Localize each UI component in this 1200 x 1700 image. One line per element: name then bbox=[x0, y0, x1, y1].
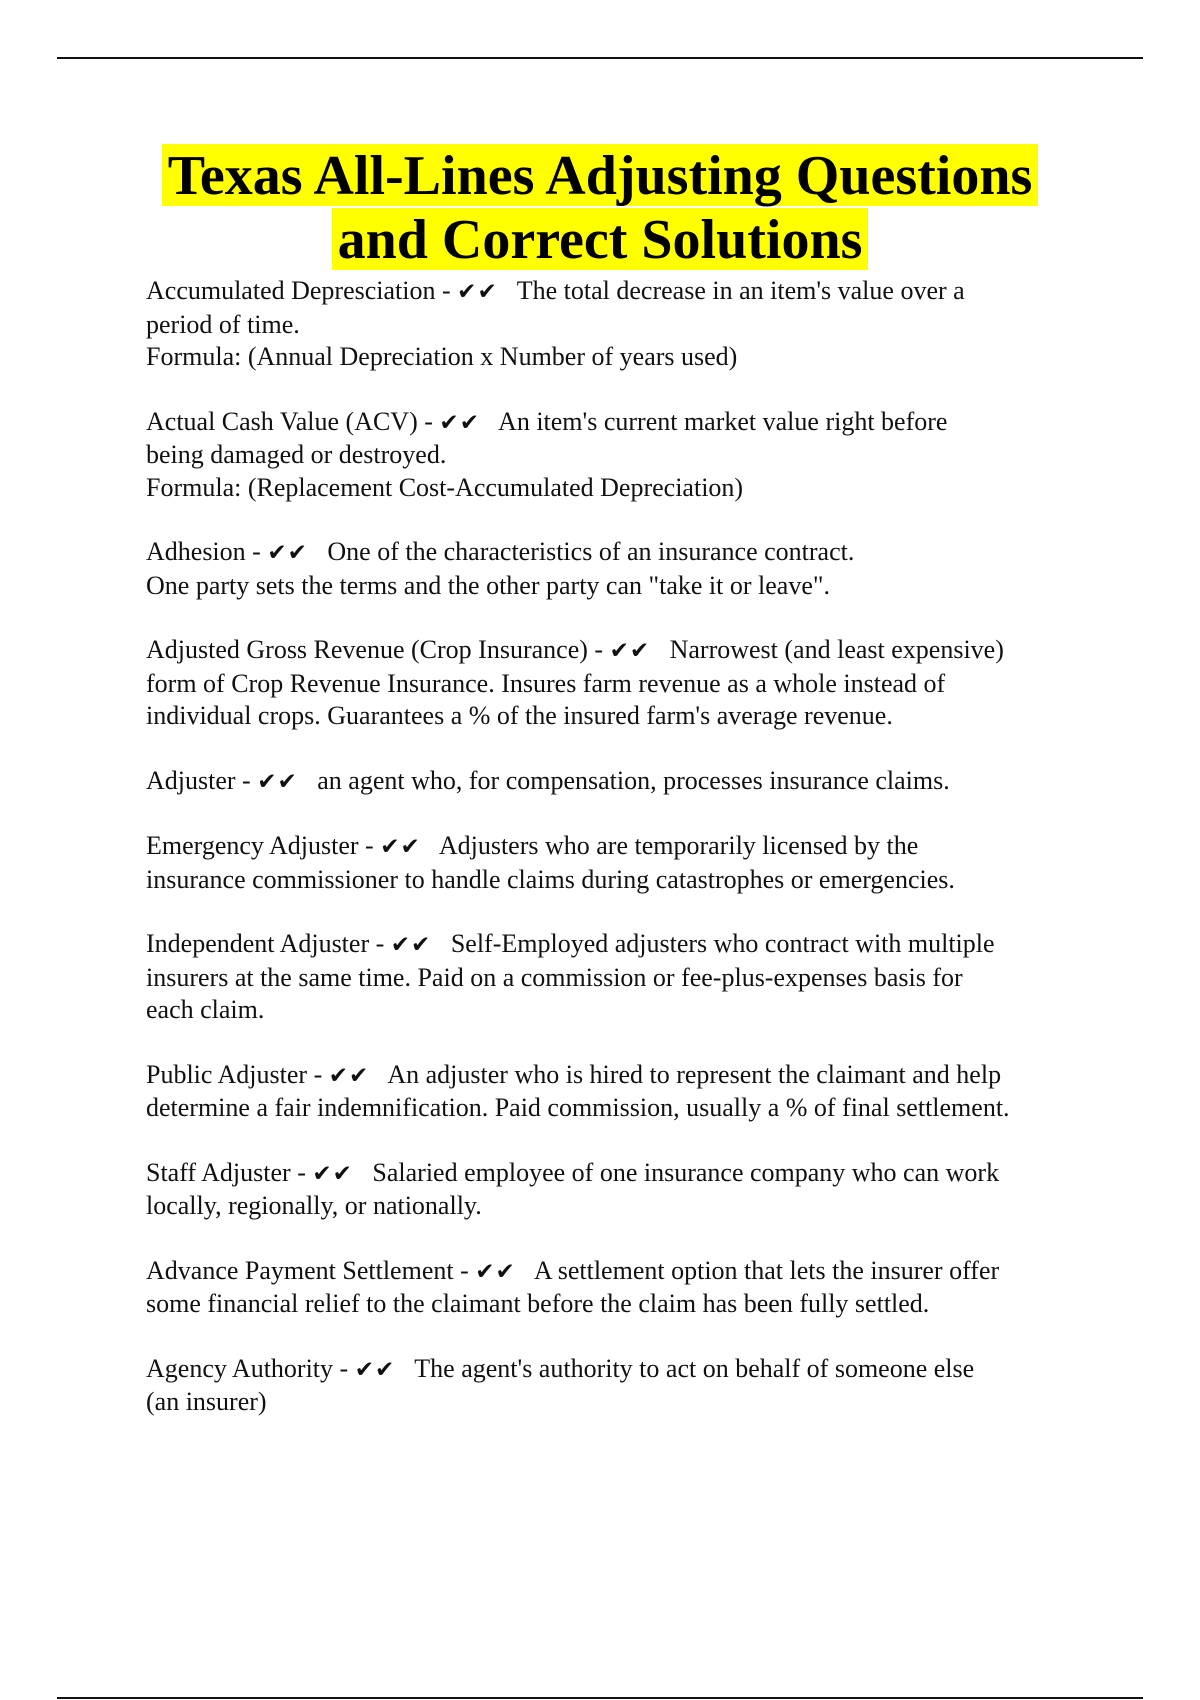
entry-term: Staff Adjuster bbox=[146, 1157, 291, 1187]
entry-gap bbox=[498, 276, 517, 305]
glossary-entry bbox=[146, 275, 1086, 374]
entry-definition-line: form of Crop Revenue Insurance. Insures farm revenue as a whole instead of bbox=[146, 668, 946, 698]
double-check-icon: ✔✔ bbox=[439, 409, 480, 436]
entry-definition: Self-Employed adjusters who contract with multiple bbox=[450, 929, 995, 958]
double-check-icon: ✔✔ bbox=[380, 834, 421, 860]
document-title bbox=[0, 144, 1200, 272]
entry-definition-line: period of time. bbox=[146, 309, 300, 339]
double-check-icon: ✔✔ bbox=[475, 1258, 516, 1285]
double-check-icon: ✔✔ bbox=[609, 638, 651, 664]
double-check-icon: ✔✔ bbox=[257, 768, 298, 795]
entry-term: Adjusted Gross Revenue (Crop Insurance) bbox=[146, 635, 588, 664]
entry-term: Public Adjuster bbox=[146, 1059, 308, 1089]
entry-first-line bbox=[146, 830, 1086, 864]
entry-separator: - bbox=[333, 1353, 355, 1383]
entry-definition-line: individual crops. Guarantees a % of the insured farm's average revenue. bbox=[146, 701, 893, 730]
entry-first-line bbox=[146, 275, 1086, 309]
entry-separator: - bbox=[307, 1059, 329, 1089]
entry-definition: Narrowest (and least expensive) bbox=[669, 635, 1004, 664]
entry-first-line bbox=[146, 1255, 1086, 1289]
entry-gap bbox=[516, 1256, 534, 1285]
entry-definition: An adjuster who is hired to represent the claimant and help bbox=[387, 1059, 1002, 1089]
double-check-icon: ✔✔ bbox=[312, 1160, 353, 1187]
entry-definition-line: being damaged or destroyed. bbox=[146, 440, 447, 469]
entry-term: Agency Authority bbox=[146, 1353, 334, 1383]
entry-first-line bbox=[146, 1059, 1086, 1093]
entry-definition-line: insurance commissioner to handle claims during catastrophes or emergencies. bbox=[146, 864, 955, 894]
double-check-icon: ✔✔ bbox=[390, 932, 432, 958]
double-check-icon: ✔✔ bbox=[267, 540, 308, 566]
entry-separator: - bbox=[245, 537, 268, 566]
entry-gap bbox=[353, 1158, 373, 1187]
entry-gap bbox=[421, 831, 439, 860]
glossary-entry bbox=[146, 406, 1086, 505]
glossary-entry bbox=[146, 1353, 1086, 1419]
entry-gap bbox=[369, 1060, 387, 1089]
entry-definition: Salaried employee of one insurance company who can work bbox=[372, 1157, 1000, 1187]
entry-definition-line: insurers at the same time. Paid on a commission or fee-plus-expenses basis for bbox=[146, 962, 963, 992]
entry-first-line bbox=[146, 1353, 1086, 1387]
entry-definition: An item's current market value right before bbox=[498, 406, 948, 436]
double-check-icon: ✔✔ bbox=[328, 1062, 370, 1089]
entry-definition-line: One party sets the terms and the other party can "take it or leave". bbox=[146, 570, 830, 600]
entry-term: Actual Cash Value (ACV) bbox=[146, 406, 418, 436]
entry-gap bbox=[395, 1354, 414, 1383]
glossary-entry bbox=[146, 830, 1086, 896]
entry-gap bbox=[650, 635, 670, 664]
glossary-entry bbox=[146, 765, 1086, 799]
glossary-entry bbox=[146, 536, 1086, 602]
entry-first-line bbox=[146, 765, 1086, 799]
entry-definition-line: some financial relief to the claimant before the claim has been fully settled. bbox=[146, 1289, 930, 1318]
entry-definition: Adjusters who are temporarily licensed by the bbox=[438, 831, 919, 860]
entry-definition: an agent who, for compensation, processes insurance claims. bbox=[317, 765, 950, 795]
glossary-entry bbox=[146, 1255, 1086, 1321]
entry-first-line bbox=[146, 634, 1086, 668]
entry-separator: - bbox=[369, 929, 391, 958]
glossary-entry bbox=[146, 928, 1086, 1027]
top-rule bbox=[57, 57, 1143, 59]
glossary-entry bbox=[146, 634, 1086, 733]
double-check-icon: ✔✔ bbox=[354, 1356, 396, 1383]
entry-definition-line: Formula: (Annual Depreciation x Number of years used) bbox=[146, 342, 738, 371]
entry-gap bbox=[308, 537, 328, 566]
entry-separator: - bbox=[435, 276, 458, 305]
entry-first-line bbox=[146, 928, 1086, 962]
glossary-entries bbox=[146, 275, 1086, 1451]
entry-definition: The agent's authority to act on behalf of someone else bbox=[414, 1353, 975, 1383]
entry-definition-line: locally, regionally, or nationally. bbox=[146, 1191, 482, 1220]
title-line-2: and Correct Solutions bbox=[332, 208, 869, 270]
entry-separator: - bbox=[587, 635, 610, 664]
entry-gap bbox=[298, 766, 318, 795]
entry-term: Advance Payment Settlement bbox=[146, 1255, 454, 1285]
entry-first-line bbox=[146, 1157, 1086, 1191]
entry-separator: - bbox=[358, 831, 381, 860]
entry-definition-line: each claim. bbox=[146, 995, 265, 1024]
entry-term: Adhesion bbox=[146, 537, 246, 566]
entry-definition-line: (an insurer) bbox=[146, 1387, 267, 1416]
entry-term: Emergency Adjuster bbox=[146, 831, 359, 860]
entry-definition: One of the characteristics of an insurance contract. bbox=[327, 537, 855, 566]
entry-separator: - bbox=[235, 765, 258, 795]
entry-term: Adjuster bbox=[146, 765, 236, 795]
entry-definition: A settlement option that lets the insurer offer bbox=[533, 1255, 1000, 1285]
entry-first-line bbox=[146, 406, 1086, 440]
entry-definition: The total decrease in an item's value over a bbox=[516, 276, 965, 305]
entry-term: Independent Adjuster bbox=[146, 929, 370, 958]
double-check-icon: ✔✔ bbox=[457, 279, 498, 305]
entry-separator: - bbox=[290, 1157, 313, 1187]
entry-term: Accumulated Depresciation bbox=[146, 276, 436, 305]
entry-separator: - bbox=[417, 406, 440, 436]
glossary-entry bbox=[146, 1059, 1086, 1125]
title-line-1: Texas All-Lines Adjusting Questions bbox=[162, 144, 1039, 206]
entry-definition-line: Formula: (Replacement Cost-Accumulated Depreciation) bbox=[146, 472, 744, 502]
entry-gap bbox=[480, 407, 498, 436]
entry-first-line bbox=[146, 536, 1086, 570]
entry-gap bbox=[431, 929, 451, 958]
bottom-rule bbox=[57, 1697, 1143, 1699]
entry-definition-line: determine a fair indemnification. Paid commission, usually a % of final settlement. bbox=[146, 1093, 1010, 1122]
entry-separator: - bbox=[453, 1255, 476, 1285]
glossary-entry bbox=[146, 1157, 1086, 1223]
